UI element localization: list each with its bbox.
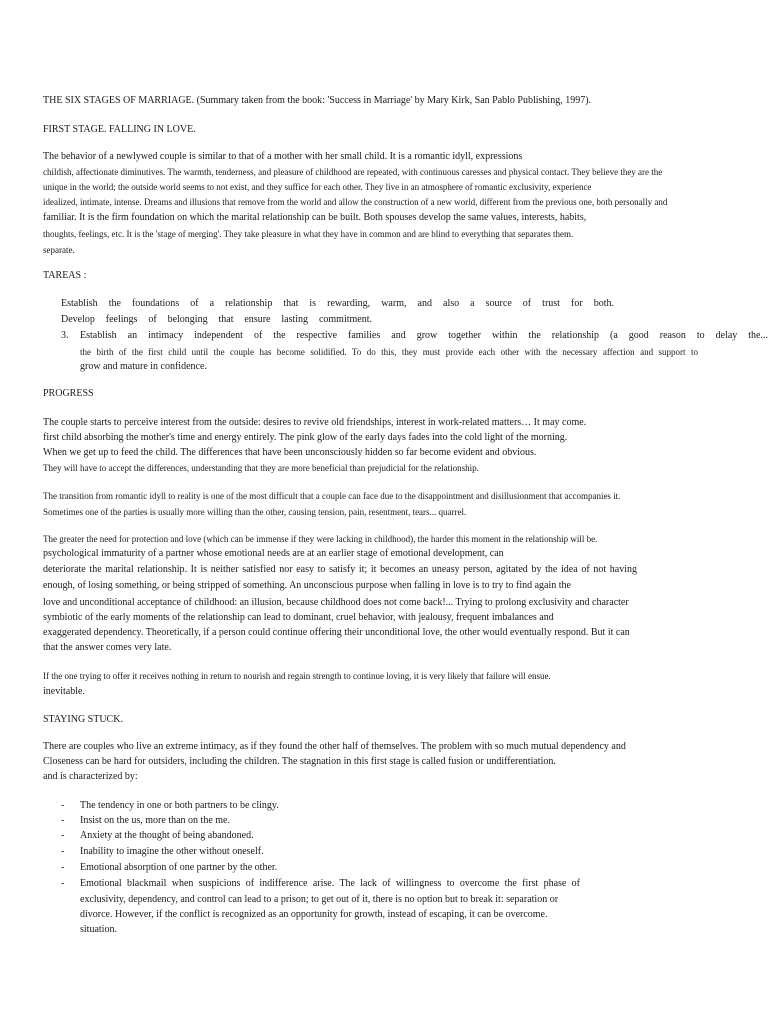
progress-line: deteriorate the marital relationship. It is neither satisfied nor easy to satisfy it; it becomes an uneasy person, agitated by the idea of not having — [43, 564, 637, 575]
intro-line: childish, affectionate diminutives. The warmth, tenderness, and pleasure of childhood are repeated, with continuous caresses and physical contact. They believe they are the — [43, 167, 663, 177]
tasks-heading: TAREAS : — [43, 270, 87, 281]
stuck-line: Closeness can be hard for outsiders, including the children. The stagnation in this first stage is called fusion or undifferentiation. — [43, 756, 556, 767]
intro-line: familiar. It is the firm foundation on which the marital relationship can be built. Both spouses develop the same values, interests, habits, — [43, 212, 587, 223]
task-item: Establish the foundations of a relationship that is rewarding, warm, and also a source of trust for both. — [61, 298, 614, 309]
bullet-marker: - — [61, 800, 65, 811]
progress-line: enough, of losing something, or being stripped of something. An unconscious purpose when falling in love is to try to find again the — [43, 580, 571, 591]
progress-line: love and unconditional acceptance of childhood: an illusion, because childhood does not come back!... Trying to prolong exclusivity and character — [43, 597, 629, 608]
bullet-item: The tendency in one or both partners to be clingy. — [80, 800, 279, 811]
task-item: grow and mature in confidence. — [80, 361, 207, 372]
intro-line: separate. — [43, 245, 75, 255]
progress-line: symbiotic of the early moments of the relationship can lead to dominant, cruel behavior, with jealousy, frequent imbalances and — [43, 612, 554, 623]
intro-line: thoughts, feelings, etc. It is the 'stage of merging'. They take pleasure in what they have in common and are blind to everything that separates them. — [43, 229, 574, 239]
bullet-item: divorce. However, if the conflict is recognized as an opportunity for growth, instead of escaping, it can be overcome. — [80, 909, 548, 920]
intro-line: idealized, intimate, intense. Dreams and illusions that remove from the world and allow the construction of a new world, different from the previous one, both personally and — [43, 197, 668, 207]
progress-line: The couple starts to perceive interest from the outside: desires to revive old friendships, interest in work-related matters… It may come. — [43, 417, 587, 428]
progress-line: The greater the need for protection and love (which can be immense if they were lacking in childhood), the harder this moment in the relationship will be. — [43, 534, 598, 544]
bullet-item: Emotional absorption of one partner by the other. — [80, 862, 278, 873]
progress-line: When we get up to feed the child. The differences that have been unconsciously hidden so far become evident and obvious. — [43, 447, 537, 458]
bullet-item: Insist on the us, more than on the me. — [80, 815, 230, 826]
stuck-line: and is characterized by: — [43, 771, 138, 782]
bullet-marker: - — [61, 878, 65, 889]
stuck-heading: STAYING STUCK. — [43, 714, 123, 725]
bullet-marker: - — [61, 830, 65, 841]
stage1-heading: FIRST STAGE. FALLING IN LOVE. — [43, 124, 196, 135]
task-number: 3. — [61, 330, 69, 341]
document-title: THE SIX STAGES OF MARRIAGE. (Summary taken from the book: 'Success in Marriage' by Mary Kirk, San Pablo Publishing, 1997). — [43, 95, 592, 106]
task-item: Establish an intimacy independent of the respective families and grow together within the relationship (a good reason to delay the... — [80, 330, 768, 341]
stuck-line: There are couples who live an extreme intimacy, as if they found the other half of themselves. The problem with so much mutual dependency and — [43, 741, 626, 752]
progress-line: If the one trying to offer it receives nothing in return to nourish and regain strength to continue loving, it is very likely that failure will ensue. — [43, 671, 551, 681]
progress-line: inevitable. — [43, 686, 85, 697]
bullet-marker: - — [61, 846, 65, 857]
task-item: Develop feelings of belonging that ensure lasting commitment. — [61, 314, 372, 325]
progress-heading: PROGRESS — [43, 388, 94, 399]
progress-line: that the answer comes very late. — [43, 642, 172, 653]
task-item: the birth of the first child until the couple has become solidified. To do this, they must provide each other with the necessary affection and support to — [80, 347, 698, 357]
bullet-item: exclusivity, dependency, and control can lead to a prison; to get out of it, there is no option but to break it: separation or — [80, 894, 559, 905]
intro-line: The behavior of a newlywed couple is similar to that of a mother with her small child. It is a romantic idyll, expressions — [43, 151, 523, 162]
progress-line: first child absorbing the mother's time and energy entirely. The pink glow of the early days fades into the cold light of the morning. — [43, 432, 568, 443]
bullet-marker: - — [61, 815, 65, 826]
bullet-item: Anxiety at the thought of being abandoned. — [80, 830, 254, 841]
bullet-item: situation. — [80, 924, 117, 935]
progress-line: Sometimes one of the parties is usually more willing than the other, causing tension, pain, resentment, tears... quarrel. — [43, 507, 467, 517]
progress-line: The transition from romantic idyll to reality is one of the most difficult that a couple can face due to the disappointment and disillusionment that accompanies it. — [43, 491, 621, 501]
progress-line: psychological immaturity of a partner whose emotional needs are at an earlier stage of emotional development, can — [43, 548, 504, 559]
bullet-item: Emotional blackmail when suspicions of indifference arise. The lack of willingness to overcome the first phase of — [80, 878, 580, 889]
intro-line: unique in the world; the outside world seems to not exist, and they suffice for each other. They live in an atmosphere of romantic exclusivity, experience — [43, 182, 592, 192]
bullet-item: Inability to imagine the other without oneself. — [80, 846, 264, 857]
progress-line: They will have to accept the differences, understanding that they are more beneficial than prejudicial for the relationship. — [43, 463, 479, 473]
progress-line: exaggerated dependency. Theoretically, if a person could continue offering their unconditional love, the other would eventually respond. But it can — [43, 627, 630, 638]
bullet-marker: - — [61, 862, 65, 873]
